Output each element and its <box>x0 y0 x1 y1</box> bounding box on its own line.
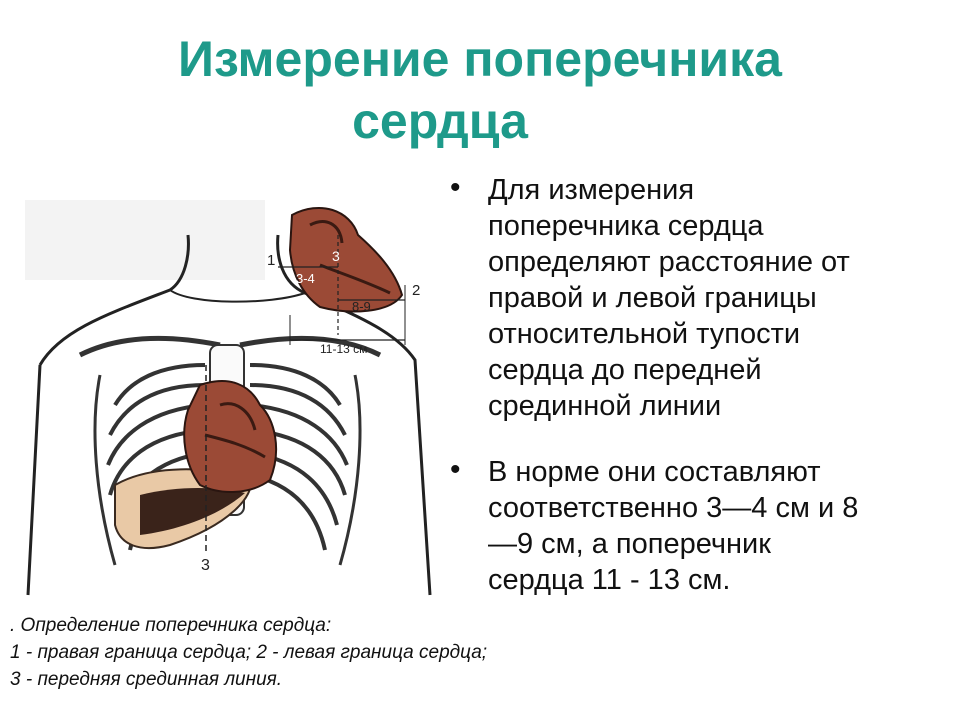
bullet-item <box>446 454 916 598</box>
caption-line-2: 1 - правая граница сердца; 2 - левая граница сердца; <box>10 642 488 663</box>
label-range-small: 3-4 <box>296 271 315 286</box>
bullet-list <box>446 172 916 598</box>
slide-title-line-2: сердца <box>352 93 528 149</box>
bullet-dot-icon: • <box>450 171 461 204</box>
slide-title-line-1: Измерение поперечника <box>178 31 782 87</box>
bullet-text: В норме они составляют соответственно 3—4 см и 8 —9 см, а поперечник сердца 11 - 13 см. <box>488 456 859 596</box>
bullet-dot-icon: • <box>450 453 461 486</box>
slide-title <box>0 28 960 152</box>
label-range-full: 11-13 см <box>320 342 368 356</box>
label-right-border: 1 <box>267 252 276 269</box>
caption-line-3: 3 - передняя срединная линия. <box>10 669 283 690</box>
figure-caption <box>10 612 487 693</box>
bullet-text: Для измерения поперечника сердца определяют расстояние от правой и левой границы относительной тупости сердца до передней срединной линии <box>488 174 850 422</box>
caption-line-1: . Определение поперечника сердца: <box>10 615 332 636</box>
bullet-item <box>446 172 916 424</box>
label-midline-top: 3 <box>332 248 340 264</box>
chest-heart-illustration <box>20 195 440 605</box>
label-range-mid: 8-9 <box>352 299 371 314</box>
label-midline-bottom: 3 <box>201 557 210 574</box>
label-left-border: 2 <box>412 282 421 299</box>
